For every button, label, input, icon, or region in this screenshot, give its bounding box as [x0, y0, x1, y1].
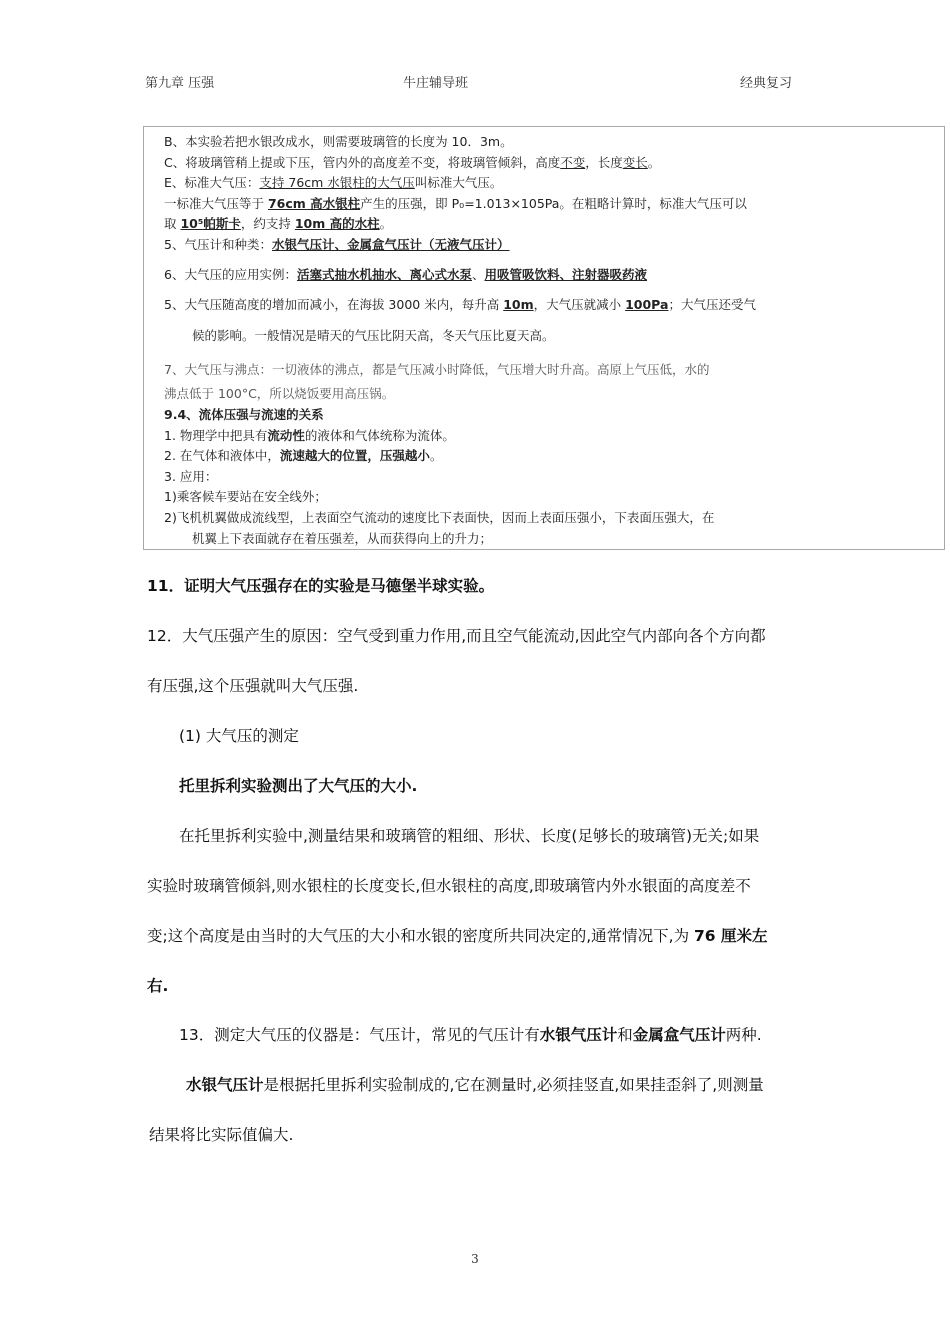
box-line-applications: 6、大气压的应用实例：活塞式抽水机抽水、离心式水泵、用吸管吸饮料、注射器吸药液	[164, 267, 648, 282]
page-header	[0, 72, 950, 92]
box-line-e: E、标准大气压：支持 76cm 水银柱的大气压叫标准大气压。	[164, 175, 503, 190]
torricelli-line-2: 实验时玻璃管倾斜,则水银柱的长度变长,但水银柱的高度,即玻璃管内外水银面的高度差不	[147, 877, 751, 895]
box-line-altitude: 5、大气压随高度的增加而减小，在海拔 3000 米内，每升高 10m，大气压就减小 100Pa；大气压还受气	[164, 297, 756, 312]
point-11: 11．证明大气压强存在的实验是马德堡半球实验。	[147, 577, 495, 595]
box-line-app-2a: 2)飞机机翼做成流线型，上表面空气流动的速度比下表面快，因而上表面压强小，下表面压强大，在	[164, 510, 715, 525]
torricelli-line-4: 右.	[147, 977, 169, 995]
barometer-line-1: 水银气压计是根据托里拆利实验制成的,它在测量时,必须挂竖直,如果挂歪斜了,则测量	[186, 1076, 764, 1094]
box-line-boiling-2: 沸点低于 100°C，所以烧饭要用高压锅。	[164, 386, 395, 401]
point-12-line-2: 有压强,这个压强就叫大气压强.	[147, 677, 359, 695]
box-line-barometer-types: 5、气压计和种类：水银气压计、金属盒气压计（无液气压计）	[164, 237, 510, 252]
box-line-fluid-1: 1. 物理学中把具有流动性的液体和气体统称为流体。	[164, 428, 455, 443]
box-line-weather: 候的影响。一般情况是晴天的气压比阴天高，冬天气压比夏天高。	[192, 328, 555, 343]
box-line-b: B、本实验若把水银改成水，则需要玻璃管的长度为 10．3m。	[164, 134, 513, 149]
box-line-fluid-3: 3. 应用：	[164, 469, 218, 484]
box-section-heading: 9.4、流体压强与流速的关系	[164, 407, 324, 422]
box-line-app-2b: 机翼上下表面就存在着压强差，从而获得向上的升力；	[192, 531, 493, 546]
torricelli-statement: 托里拆利实验测出了大气压的大小.	[179, 777, 418, 795]
torricelli-line-3: 变;这个高度是由当时的大气压的大小和水银的密度所共同决定的,通常情况下,为 76 厘米左	[147, 927, 768, 945]
box-line-std2: 取 10⁵帕斯卡，约支持 10m 高的水柱。	[164, 216, 393, 231]
point-13: 13．测定大气压的仪器是：气压计，常见的气压计有水银气压计和金属盒气压计两种.	[179, 1026, 762, 1044]
box-line-app-1: 1)乘客候车要站在安全线外；	[164, 489, 327, 504]
point-12-line-1: 12．大气压强产生的原因：空气受到重力作用,而且空气能流动,因此空气内部向各个方向都	[147, 627, 766, 645]
box-line-fluid-2: 2. 在气体和液体中，流速越大的位置，压强越小。	[164, 448, 443, 463]
torricelli-line-1: 在托里拆利实验中,测量结果和玻璃管的粗细、形状、长度(足够长的玻璃管)无关;如果	[179, 827, 760, 845]
box-line-std1: 一标准大气压等于 76cm 高水银柱产生的压强，即 P₀=1.013×105Pa。在粗略计算时，标准大气压可以	[164, 196, 747, 211]
header-topic: 经典复习	[740, 76, 793, 91]
box-line-c: C、将玻璃管稍上提或下压，管内外的高度差不变，将玻璃管倾斜，高度不变，长度变长。	[164, 155, 661, 170]
header-chapter: 第九章 压强	[145, 76, 215, 91]
barometer-line-2: 结果将比实际值偏大.	[149, 1126, 294, 1144]
header-class: 牛庄辅导班	[403, 76, 469, 91]
box-line-boiling-1: 7、大气压与沸点：一切液体的沸点，都是气压减小时降低，气压增大时升高。高原上气压低，水的	[164, 362, 710, 377]
page-number: 3	[471, 1252, 479, 1266]
measurement-heading: (1) 大气压的测定	[179, 727, 299, 745]
